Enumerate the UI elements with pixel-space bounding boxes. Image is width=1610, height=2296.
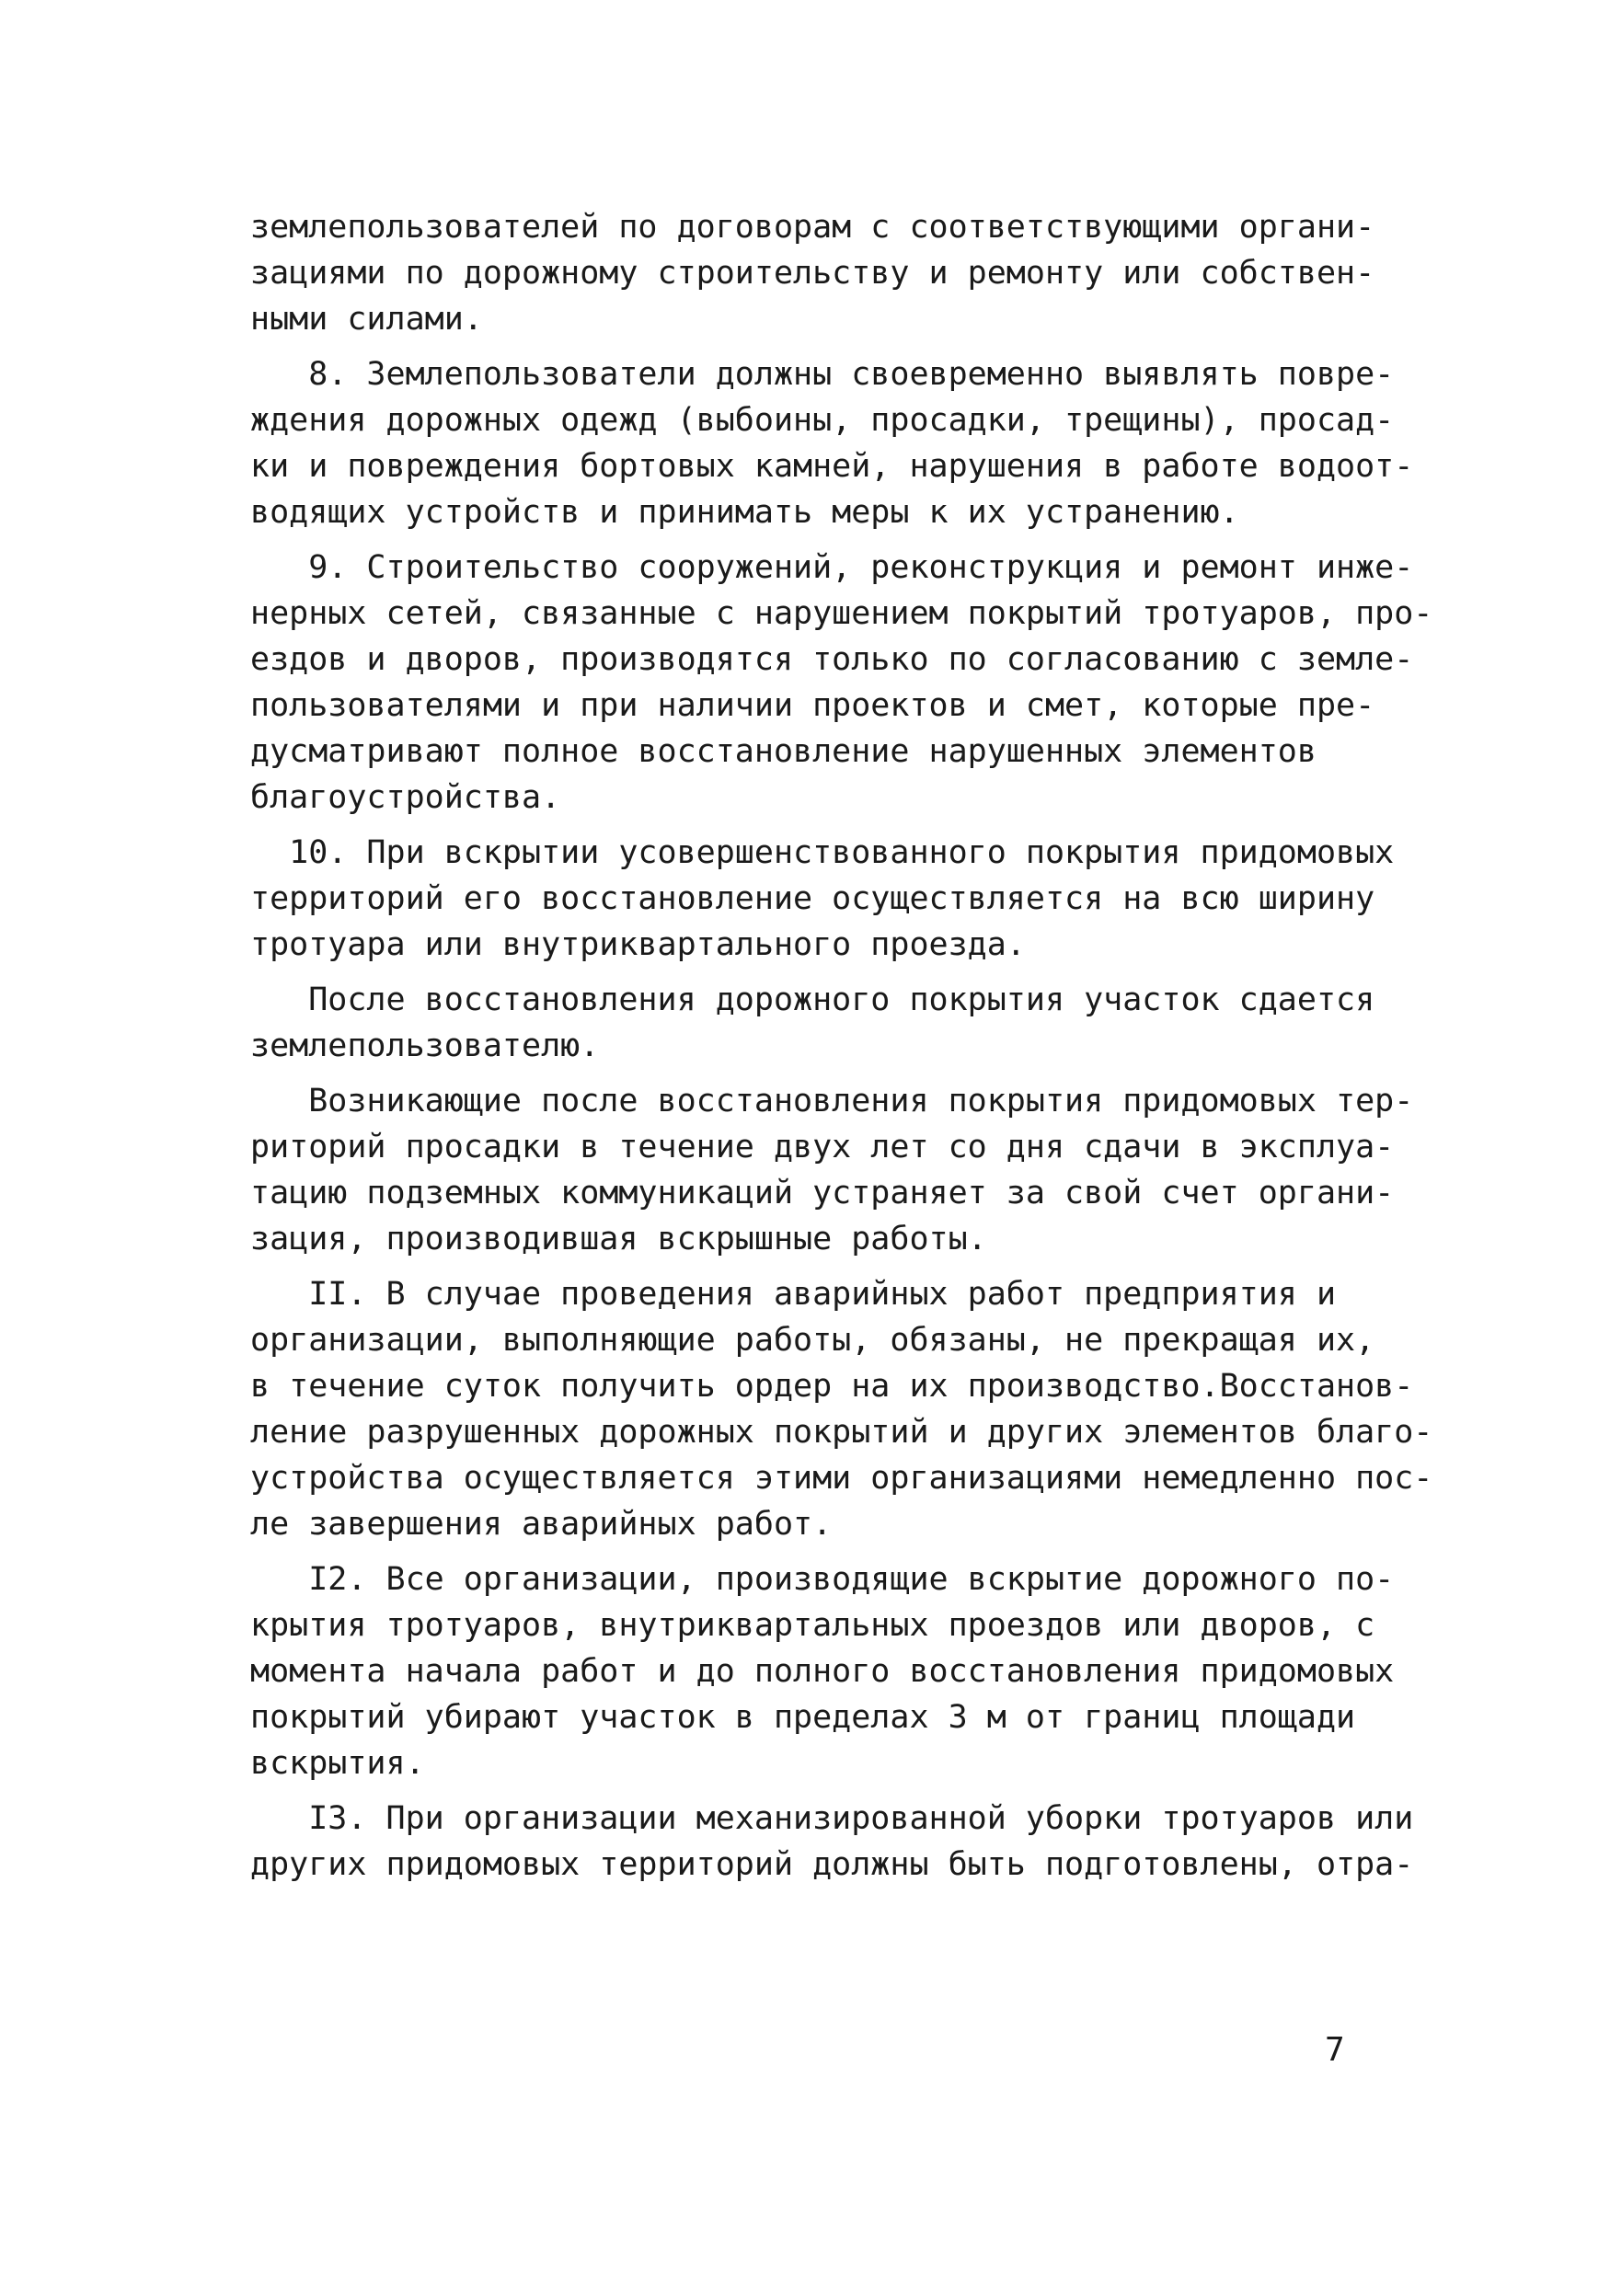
text-line: территорий его восстановление осуществляется на всю ширину xyxy=(250,880,1375,917)
text-line: зация, производившая вскрышные работы. xyxy=(250,1221,987,1257)
text-line: ездов и дворов, производятся только по согласованию с земле- xyxy=(250,641,1414,678)
text-line: зациями по дорожному строительству и ремонту или собствен- xyxy=(250,255,1375,292)
paragraph-13-start: I3. При организации механизированной уборки тротуаров или xyxy=(250,1800,1414,1837)
text-line: момента начала работ и до полного восстановления придомовых xyxy=(250,1653,1395,1690)
text-line: других придомовых территорий должны быть подготовлены, отра- xyxy=(250,1846,1414,1883)
paragraph-start: После восстановления дорожного покрытия участок сдается xyxy=(250,982,1375,1018)
paragraph-11-start: II. В случае проведения аварийных работ предприятия и xyxy=(250,1276,1337,1313)
paragraph-10-start: 10. При вскрытии усовершенствованного покрытия придомовых xyxy=(250,834,1395,871)
paragraph-9-start: 9. Строительство сооружений, реконструкция и ремонт инже- xyxy=(250,549,1414,586)
text-line: вскрытия. xyxy=(250,1745,425,1782)
text-line: устройства осуществляется этими организациями немедленно пос- xyxy=(250,1460,1433,1497)
paragraph-start: Возникающие после восстановления покрытия придомовых тер- xyxy=(250,1083,1414,1119)
text-line: риторий просадки в течение двух лет со дня сдачи в эксплуа- xyxy=(250,1129,1395,1165)
text-line: ление разрушенных дорожных покрытий и других элементов благо- xyxy=(250,1414,1433,1451)
text-line: крытия тротуаров, внутриквартальных проездов или дворов, с xyxy=(250,1607,1375,1644)
text-line: землепользователей по договорам с соответствующими органи- xyxy=(250,209,1375,246)
text-line: ными силами. xyxy=(250,301,483,338)
page-number: 7 xyxy=(1325,2031,1345,2069)
text-line: ле завершения аварийных работ. xyxy=(250,1506,833,1543)
text-line: нерных сетей, связанные с нарушением покрытий тротуаров, про- xyxy=(250,595,1433,632)
paragraph-12-start: I2. Все организации, производящие вскрытие дорожного по- xyxy=(250,1561,1395,1598)
text-line: благоустройства. xyxy=(250,779,561,816)
text-line: пользователями и при наличии проектов и смет, которые пре- xyxy=(250,687,1375,724)
text-line: ки и повреждения бортовых камней, нарушения в работе водоот- xyxy=(250,448,1414,485)
text-line: организации, выполняющие работы, обязаны, не прекращая их, xyxy=(250,1322,1375,1359)
paragraph-8-start: 8. Землепользователи должны своевременно выявлять повре- xyxy=(250,356,1395,393)
text-line: землепользователю. xyxy=(250,1027,600,1064)
text-line: дусматривают полное восстановление нарушенных элементов xyxy=(250,733,1317,770)
text-line: тацию подземных коммуникаций устраняет за свой счет органи- xyxy=(250,1175,1395,1211)
body-text xyxy=(250,204,1433,1888)
text-line: водящих устройств и принимать меры к их устранению. xyxy=(250,494,1239,531)
text-line: ждения дорожных одежд (выбоины, просадки, трещины), просад- xyxy=(250,402,1395,439)
text-line: тротуара или внутриквартального проезда. xyxy=(250,926,1026,963)
text-line: в течение суток получить ордер на их производство.Восстанов- xyxy=(250,1368,1414,1405)
text-line: покрытий убирают участок в пределах 3 м от границ площади xyxy=(250,1699,1356,1736)
